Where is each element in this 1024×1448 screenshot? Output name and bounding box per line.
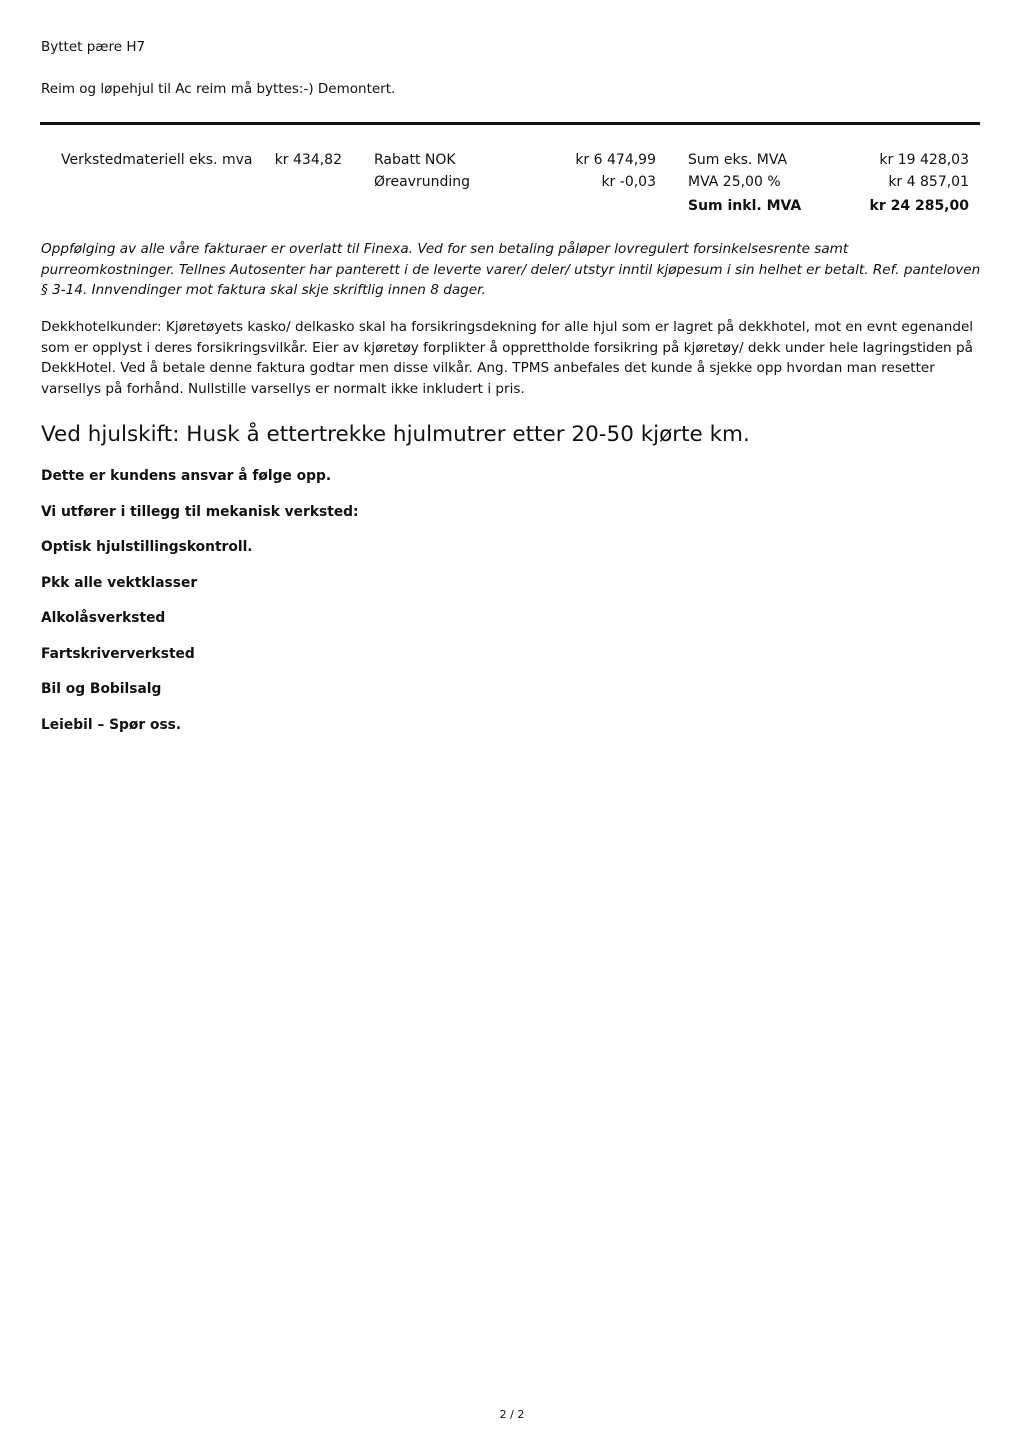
divider-rule [40, 122, 980, 125]
mva-label: MVA 25,00 % [688, 174, 781, 190]
avrunding-value: kr -0,03 [601, 174, 656, 190]
bold-line-service-leiebil: Leiebil – Spør oss. [41, 717, 182, 733]
bold-line-service-fartskriver: Fartskriververksted [41, 646, 195, 662]
rabatt-label: Rabatt NOK [374, 152, 456, 168]
materiell-value: kr 434,82 [274, 152, 342, 168]
bold-line-responsibility: Dette er kundens ansvar å følge opp. [41, 468, 332, 484]
note-line-1: Byttet pære H7 [41, 39, 146, 55]
mva-value: kr 4 857,01 [888, 174, 969, 190]
page-number: 2 / 2 [499, 1408, 525, 1421]
bold-line-service-alkolas: Alkolåsverksted [41, 610, 166, 626]
avrunding-label: Øreavrunding [374, 174, 470, 190]
bold-line-service-alignment: Optisk hjulstillingskontroll. [41, 539, 253, 555]
materiell-label: Verkstedmateriell eks. mva [61, 152, 253, 168]
note-line-2: Reim og løpehjul til Ac reim må byttes:-) Demontert. [41, 81, 396, 97]
wheel-change-heading: Ved hjulskift: Husk å ettertrekke hjulmutrer etter 20-50 kjørte km. [41, 422, 750, 447]
bold-line-service-pkk: Pkk alle vektklasser [41, 575, 198, 591]
dekkhotel-terms-text: Dekkhotelkunder: Kjøretøyets kasko/ delkasko skal ha forsikringsdekning for alle hjul som er lagret på dekkhotel, mot en evnt egenandel som er opplyst i deres forsikringsvilkår. Eier av kjøretøy forplikter å opprettholde forsikring på kjøretøy/ dekk under hele lagringstiden på DekkHotel. Ved å betale denne faktura godtar men disse vilkår. Ang. TPMS anbefales det kunde å sjekke opp hvordan man resetter varsellys på forhånd. Nullstille varsellys er normalt ikke inkludert i pris. [41, 319, 974, 398]
sum-eks-value: kr 19 428,03 [879, 152, 969, 168]
bold-line-service-bilsalg: Bil og Bobilsalg [41, 681, 162, 697]
payment-terms-text: Oppfølging av alle våre fakturaer er overlatt til Finexa. Ved for sen betaling påløper lovregulert forsinkelsesrente samt purreomkostninger. Tellnes Autosenter har panterett i de leverte varer/ deler/ utstyr inntil kjøpesum i sin helhet er betalt. Ref. panteloven § 3-14. Innvendinger mot faktura skal skje skriftlig innen 8 dager. [41, 241, 981, 299]
sum-inkl-value: kr 24 285,00 [869, 198, 969, 214]
bold-line-services-intro: Vi utfører i tillegg til mekanisk verksted: [41, 504, 359, 520]
rabatt-value: kr 6 474,99 [575, 152, 656, 168]
sum-eks-label: Sum eks. MVA [688, 152, 788, 168]
sum-inkl-label: Sum inkl. MVA [688, 198, 802, 214]
